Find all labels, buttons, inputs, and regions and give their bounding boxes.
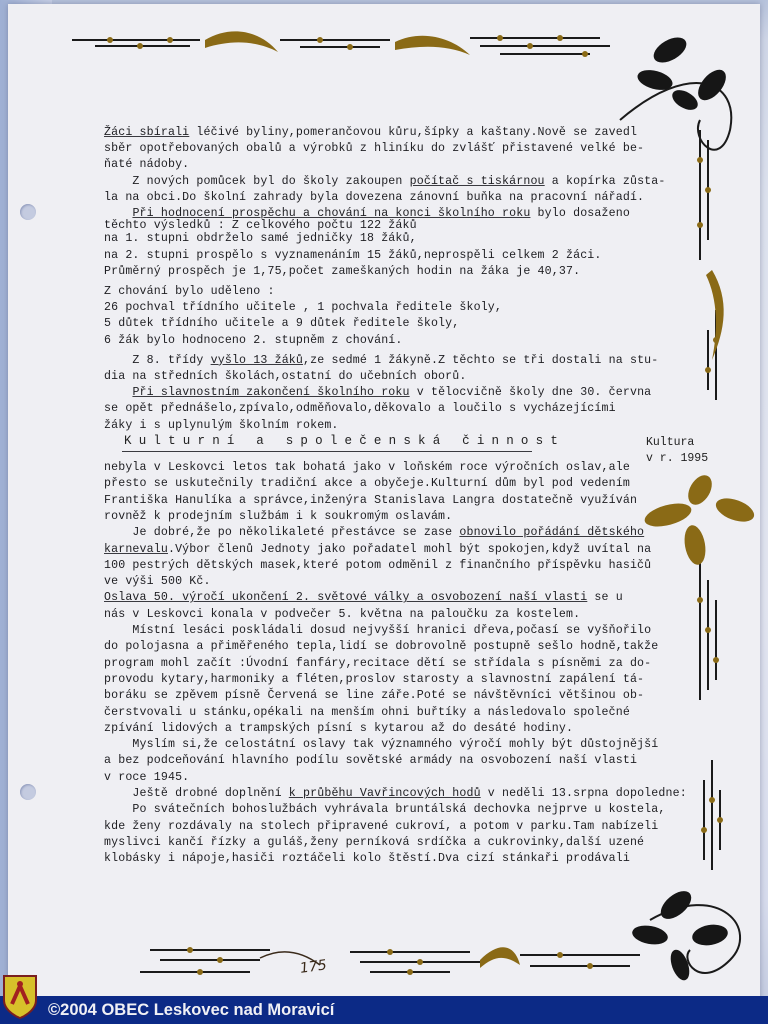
text-line: Žáci sbírali léčivé byliny,pomerančovou kůru,šípky a kaštany.Nově se zavedl	[104, 126, 638, 139]
text-line: Je dobré,že po několikaleté přestávce se zase obnovilo pořádání dětského	[104, 526, 645, 540]
text-line: 5 důtek třídního učitele a 9 důtek ředitele školy,	[104, 317, 460, 331]
text-line: a bez podceňování hlavního podílu sovětské armády na osvobození naší vlasti	[104, 754, 638, 768]
text-line: myslivci kančí řízky a guláš,ženy perníková srdíčka a cukrovinky,další uzené	[104, 835, 645, 849]
text-line: boráku se zpěvem písně Červená se line záře.Poté se návštěvníci většinou ob-	[104, 689, 645, 703]
text-line: provodu kytary,harmoniky a fléten,proslov starosty a slavnostní zapálení tá-	[104, 672, 645, 686]
text-line: v roce 1945.	[104, 770, 190, 784]
page-number: 175	[299, 957, 328, 977]
text-line: na 1. stupni obdrželo samé jedničky 18 žáků,	[104, 232, 417, 246]
text-line: Při slavnostním zakončení školního roku v tělocvičně školy dne 30. června	[132, 386, 652, 400]
text-line: nás v Leskovci konala v podvečer 5. května na paloučku za kostelem.	[104, 607, 581, 621]
text-line: sběr opotřebovaných obalů a výrobků z hliníku do zvlášť přistavené velké be-	[104, 142, 645, 156]
text-line: program mohl začít :Úvodní fanfáry,recitace dětí se střídala s písněmi za do-	[104, 656, 652, 670]
footer-caption: ©2004 OBEC Leskovec nad Moravicí	[48, 1001, 335, 1019]
text-line: zpívání lidových a trampských písní s kytarou až do desáté hodiny.	[104, 721, 574, 735]
text-line: Místní lesáci poskládali dosud nejvyšší hranici dřeva,počasí se vyšňořilo	[104, 624, 652, 637]
text-line: žáky i s uplynulým školním rokem.	[104, 418, 339, 432]
heading-underline	[122, 451, 532, 452]
text-line: Oslava 50. výročí ukončení 2. světové války a osvobození naší vlasti se u	[104, 591, 623, 605]
coat-of-arms-icon	[2, 974, 38, 1020]
text-line: ve výši 500 Kč.	[104, 575, 211, 589]
text-line: Ještě drobné doplnění k průběhu Vavřincových hodů v neděli 13.srpna dopoledne:	[104, 787, 687, 800]
text-line: 100 pestrých dětských masek,které potom odměnil z finančního příspěvku hasičů	[104, 558, 652, 572]
section-heading: Kulturní a společenská činnost	[124, 434, 566, 448]
text-line: přesto se uskutečnily tradiční akce a obyčeje.Kulturní dům byl pod vedením	[104, 477, 630, 491]
text-line: rovněž k prodejním službám i k soukromým oslavám.	[104, 509, 453, 523]
side-note-year: v r. 1995	[646, 452, 709, 465]
text-line: Myslím si,že celostátní oslavy tak významného výročí mohly být důstojnější	[104, 738, 659, 752]
text-line: klobásky i nápoje,hasiči roztáčeli kolo štěstí.Dva cizí stánkaři prodávali	[104, 852, 630, 866]
text-line: čerstvovali u stánku,opékali na menším ohni buřtíky a následovalo společné	[104, 705, 630, 719]
text-line: nebyla v Leskovci letos tak bohatá jako v loňském roce výročních oslav,ale	[104, 461, 630, 474]
text-line: se opět přednášelo,zpívalo,odměňovalo,děkovalo a loučilo s vycházejícími	[104, 402, 616, 416]
text-line: 26 pochval třídního učitele , 1 pochvala ředitele školy,	[104, 301, 503, 315]
text-line: Z chování bylo uděleno :	[104, 285, 275, 298]
text-line: do polojasna a přiměřeného tepla,lidí se dobrovolně postupně sešlo hodně,takže	[104, 640, 659, 654]
text-line: těchto výsledků : Z celkového počtu 122 žáků	[104, 219, 417, 233]
text-line: ňaté nádoby.	[104, 158, 190, 172]
text-line: Po svátečních bohoslužbách vyhrávala bruntálská dechovka nejprve u kostela,	[104, 803, 666, 817]
text-line: Průměrný prospěch je 1,75,počet zameškaných hodin na žáka je 40,37.	[104, 264, 581, 278]
text-line: dia na středních školách,ostatní do učebních oborů.	[104, 370, 467, 383]
text-line: kde ženy rozdávaly na stolech připravené cukroví, a potom v parku.Tam nabízeli	[104, 819, 659, 833]
side-note-title: Kultura	[646, 436, 695, 449]
text-line: Františka Hanulíka a správce,inženýra Stanislava Langra dostatečně využíván	[104, 493, 638, 507]
text-line: Z 8. třídy vyšlo 13 žáků,ze sedmé 1 žákyně.Z těchto se tři dostali na stu-	[104, 353, 659, 367]
text-line: karnevalu.Výbor členů Jednoty jako pořadatel mohl být spokojen,když uvítal na	[104, 542, 652, 556]
text-line: Při hodnocení prospěchu a chování na konci školního roku bylo dosaženo	[132, 207, 630, 220]
text-line: Z nových pomůcek byl do školy zakoupen počítač s tiskárnou a kopírka zůsta-	[104, 174, 666, 188]
text-line: la na obci.Do školní zahrady byla dovezena zánovní buňka na pracovní nářadí.	[104, 190, 645, 204]
text-line: na 2. stupni prospělo s vyznamenáním 15 žáků,neprospěli celkem 2 žáci.	[104, 248, 602, 262]
text-line: 6 žák bylo hodnoceno 2. stupněm z chování.	[104, 333, 403, 347]
